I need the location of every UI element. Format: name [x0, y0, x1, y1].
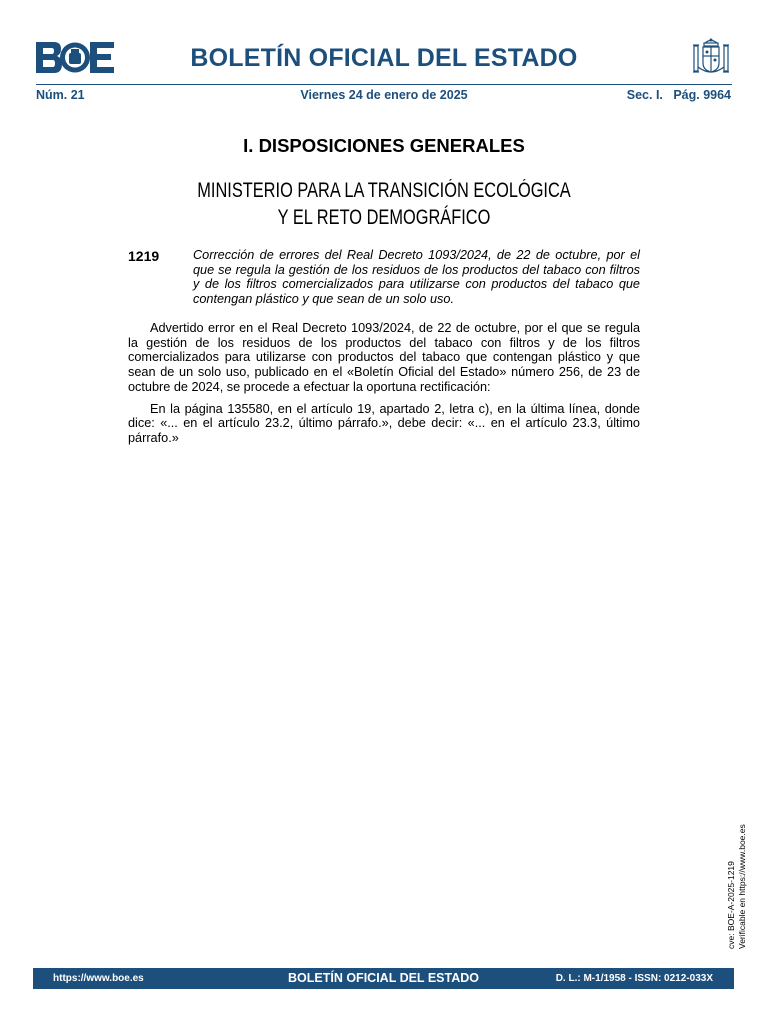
- footer-bar: [33, 968, 734, 989]
- cve-verify: Verificable en https://www.boe.es: [737, 824, 747, 949]
- section-title: I. DISPOSICIONES GENERALES: [243, 135, 525, 156]
- disposition-number: 1219: [128, 248, 160, 264]
- issue-date: Viernes 24 de enero de 2025: [300, 88, 468, 102]
- ministry-line-1: MINISTERIO PARA LA TRANSICIÓN ECOLÓGICA: [197, 179, 571, 202]
- footer-title: BOLETÍN OFICIAL DEL ESTADO: [288, 971, 479, 985]
- body-paragraph: Advertido error en el Real Decreto 1093/2024, de 22 de octubre, por el que se regula la gestión de los residuos de los productos del tabaco con filtros y de los filtros comercializados para utilizarse con productos del tabaco que contengan plástico y que sean de un solo uso, publicado en el «Boletín Oficial del Estado» número 256, de 23 de octubre de 2024, se procede a efectuar la oportuna rectificación:: [128, 321, 640, 394]
- body-paragraph: En la página 135580, en el artículo 19, apartado 2, letra c), en la última línea, donde dice: «... en el artículo 23.2, último párrafo.», debe decir: «... en el artículo 23.3, último párrafo.»: [128, 401, 640, 445]
- section-page: Sec. I. Pág. 9964: [626, 88, 731, 102]
- issue-number: Núm. 21: [36, 88, 85, 102]
- cve-code: cve: BOE-A-2025-1219: [726, 861, 736, 949]
- cve-side-note: [726, 809, 750, 949]
- footer-legal: D. L.: M-1/1958 - ISSN: 0212-033X: [555, 973, 713, 984]
- footer-url-link[interactable]: https://www.boe.es: [53, 973, 144, 984]
- header-title: BOLETÍN OFICIAL DEL ESTADO: [190, 44, 578, 72]
- coat-of-arms-icon: [691, 37, 731, 79]
- disposition-body: [128, 321, 640, 453]
- ministry-line-2: Y EL RETO DEMOGRÁFICO: [277, 206, 491, 229]
- ministry-title: [84, 177, 683, 231]
- header-divider: [36, 84, 732, 85]
- disposition-summary: Corrección de errores del Real Decreto 1093/2024, de 22 de octubre, por el que se regula la gestión de los residuos de los productos del tabaco con filtros y de los filtros comercializados para utilizarse con productos del tabaco que contengan plástico y que sean de un solo uso.: [193, 248, 640, 307]
